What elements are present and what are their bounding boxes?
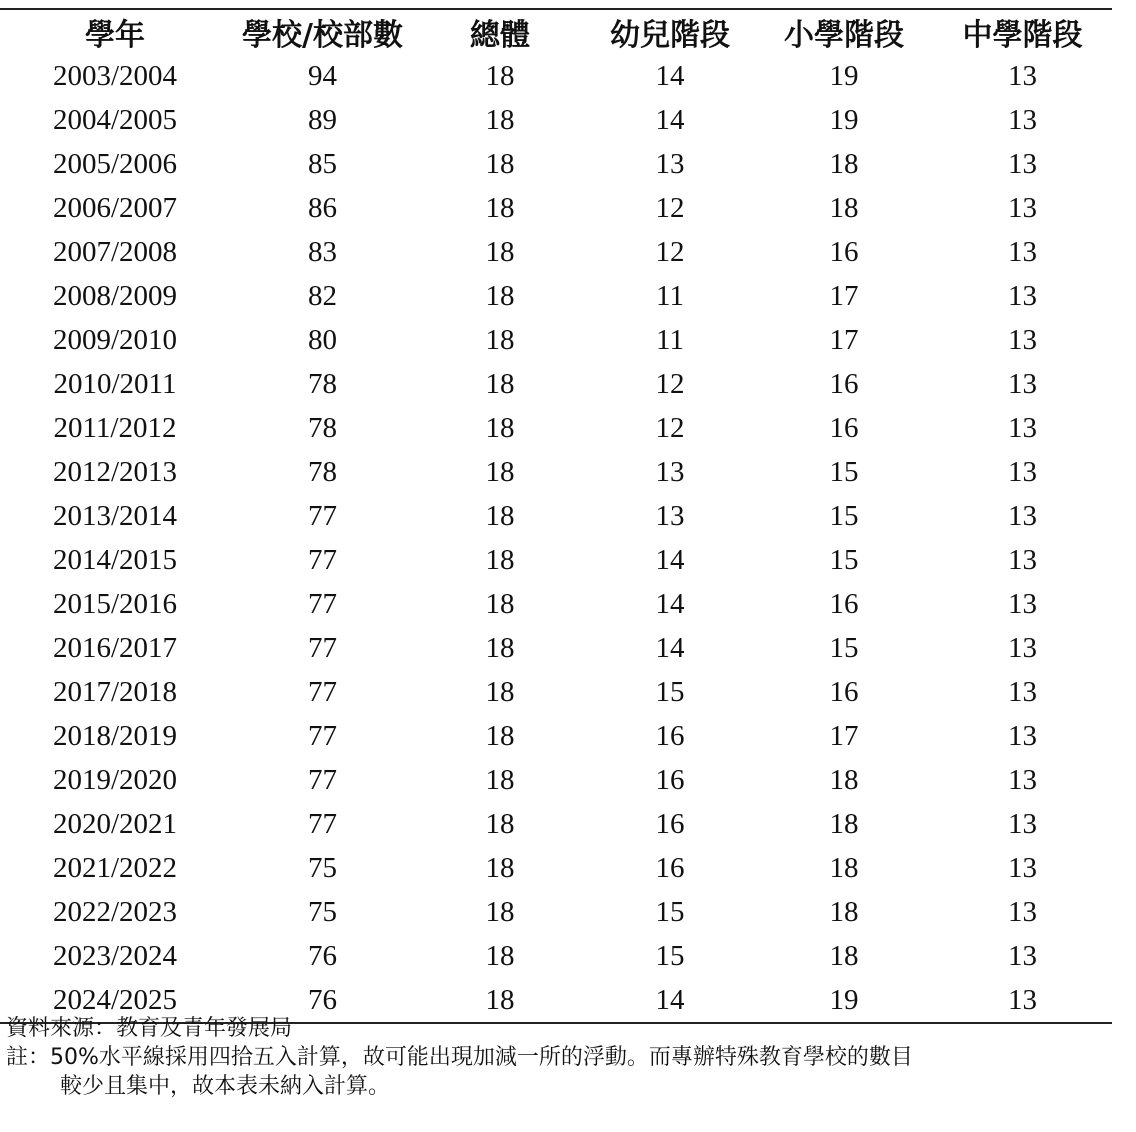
cell-overall: 18 xyxy=(485,455,515,488)
cell-kindergarten: 14 xyxy=(655,631,685,664)
cell-overall: 18 xyxy=(485,191,515,224)
cell-secondary: 13 xyxy=(1008,587,1037,620)
cell-school-year: 2022/2023 xyxy=(52,895,178,928)
cell-overall: 18 xyxy=(485,631,515,664)
cell-primary: 15 xyxy=(829,499,859,532)
cell-school-count: 86 xyxy=(308,191,337,224)
cell-school-count: 94 xyxy=(308,59,337,92)
cell-secondary: 13 xyxy=(1008,323,1037,356)
cell-overall: 18 xyxy=(485,367,515,400)
cell-kindergarten: 12 xyxy=(655,367,685,400)
cell-kindergarten: 13 xyxy=(655,499,685,532)
cell-school-count: 76 xyxy=(308,983,337,1016)
cell-overall: 18 xyxy=(485,411,515,444)
cell-school-count: 85 xyxy=(308,147,337,180)
cell-kindergarten: 12 xyxy=(655,411,685,444)
cell-secondary: 13 xyxy=(1008,807,1037,840)
table-row xyxy=(0,802,1112,846)
cell-primary: 18 xyxy=(829,191,859,224)
cell-kindergarten: 14 xyxy=(655,103,685,136)
table-row xyxy=(0,318,1112,362)
cell-primary: 19 xyxy=(829,103,859,136)
cell-overall: 18 xyxy=(485,59,515,92)
cell-school-year: 2024/2025 xyxy=(52,983,178,1016)
cell-secondary: 13 xyxy=(1008,895,1037,928)
cell-primary: 16 xyxy=(829,587,859,620)
cell-kindergarten: 14 xyxy=(655,59,685,92)
cell-secondary: 13 xyxy=(1008,147,1037,180)
cell-secondary: 13 xyxy=(1008,191,1037,224)
cell-kindergarten: 12 xyxy=(655,191,685,224)
cell-overall: 18 xyxy=(485,719,515,752)
cell-primary: 18 xyxy=(829,147,859,180)
cell-school-count: 77 xyxy=(308,631,337,664)
cell-primary: 18 xyxy=(829,851,859,884)
cell-kindergarten: 15 xyxy=(655,939,685,972)
cell-school-count: 78 xyxy=(308,411,337,444)
cell-overall: 18 xyxy=(485,323,515,356)
cell-kindergarten: 11 xyxy=(656,323,684,356)
table-row xyxy=(0,274,1112,318)
table-row xyxy=(0,758,1112,802)
cell-secondary: 13 xyxy=(1008,763,1037,796)
cell-kindergarten: 11 xyxy=(656,279,684,312)
cell-kindergarten: 14 xyxy=(655,983,685,1016)
school-statistics-table xyxy=(0,8,1112,1024)
cell-primary: 17 xyxy=(829,719,859,752)
cell-school-count: 78 xyxy=(308,455,337,488)
cell-school-year: 2019/2020 xyxy=(52,763,178,796)
cell-secondary: 13 xyxy=(1008,235,1037,268)
cell-kindergarten: 14 xyxy=(655,587,685,620)
cell-primary: 15 xyxy=(829,455,859,488)
data-table-container xyxy=(0,8,1112,1024)
table-row xyxy=(0,934,1112,978)
cell-school-year: 2005/2006 xyxy=(52,147,178,180)
cell-overall: 18 xyxy=(485,279,515,312)
cell-school-year: 2013/2014 xyxy=(52,499,178,532)
cell-secondary: 13 xyxy=(1008,939,1037,972)
table-header xyxy=(0,9,1112,54)
cell-school-year: 2009/2010 xyxy=(52,323,178,356)
cell-primary: 19 xyxy=(829,983,859,1016)
cell-secondary: 13 xyxy=(1008,499,1037,532)
cell-overall: 18 xyxy=(485,851,515,884)
header-school-year: 學年 xyxy=(85,18,145,53)
cell-overall: 18 xyxy=(485,235,515,268)
footnote-line-1: 註：50%水平線採用四拾五入計算，故可能出現加減一所的浮動。而專辦特殊教育學校的數目 xyxy=(6,1045,913,1070)
cell-kindergarten: 15 xyxy=(655,895,685,928)
cell-kindergarten: 14 xyxy=(655,543,685,576)
header-overall: 總體 xyxy=(470,18,530,53)
cell-secondary: 13 xyxy=(1008,411,1037,444)
cell-school-count: 75 xyxy=(308,895,337,928)
cell-school-year: 2016/2017 xyxy=(52,631,178,664)
cell-school-year: 2004/2005 xyxy=(52,103,178,136)
cell-school-count: 80 xyxy=(308,323,337,356)
table-row xyxy=(0,890,1112,934)
cell-primary: 17 xyxy=(829,279,859,312)
cell-secondary: 13 xyxy=(1008,543,1037,576)
header-primary: 小學階段 xyxy=(784,18,904,53)
cell-overall: 18 xyxy=(485,103,515,136)
cell-secondary: 13 xyxy=(1008,279,1037,312)
cell-school-count: 77 xyxy=(308,543,337,576)
table-row xyxy=(0,54,1112,98)
cell-overall: 18 xyxy=(485,763,515,796)
cell-kindergarten: 16 xyxy=(655,851,685,884)
table-row xyxy=(0,582,1112,626)
cell-secondary: 13 xyxy=(1008,367,1037,400)
cell-overall: 18 xyxy=(485,587,515,620)
cell-primary: 18 xyxy=(829,939,859,972)
header-school-count: 學校/校部數 xyxy=(242,18,403,53)
table-row xyxy=(0,538,1112,582)
cell-kindergarten: 16 xyxy=(655,763,685,796)
cell-school-year: 2007/2008 xyxy=(52,235,178,268)
table-row xyxy=(0,846,1112,890)
footnote-line-2: 較少且集中，故本表未納入計算。 xyxy=(60,1074,391,1099)
cell-secondary: 13 xyxy=(1008,983,1037,1016)
cell-secondary: 13 xyxy=(1008,103,1037,136)
cell-overall: 18 xyxy=(485,895,515,928)
cell-primary: 15 xyxy=(829,543,859,576)
table-row xyxy=(0,494,1112,538)
cell-school-year: 2015/2016 xyxy=(52,587,178,620)
cell-primary: 15 xyxy=(829,631,859,664)
cell-school-count: 77 xyxy=(308,763,337,796)
cell-kindergarten: 13 xyxy=(655,455,685,488)
cell-kindergarten: 16 xyxy=(655,719,685,752)
cell-primary: 16 xyxy=(829,367,859,400)
table-row xyxy=(0,670,1112,714)
cell-school-count: 77 xyxy=(308,499,337,532)
cell-overall: 18 xyxy=(485,675,515,708)
cell-school-year: 2018/2019 xyxy=(52,719,178,752)
cell-kindergarten: 12 xyxy=(655,235,685,268)
cell-school-year: 2021/2022 xyxy=(52,851,178,884)
table-row xyxy=(0,406,1112,450)
cell-primary: 18 xyxy=(829,807,859,840)
table-row xyxy=(0,626,1112,670)
cell-secondary: 13 xyxy=(1008,455,1037,488)
cell-overall: 18 xyxy=(485,543,515,576)
table-body xyxy=(0,54,1112,1023)
cell-school-count: 76 xyxy=(308,939,337,972)
cell-primary: 16 xyxy=(829,675,859,708)
cell-school-year: 2014/2015 xyxy=(52,543,178,576)
cell-secondary: 13 xyxy=(1008,631,1037,664)
cell-school-count: 82 xyxy=(308,279,337,312)
cell-overall: 18 xyxy=(485,807,515,840)
cell-school-year: 2012/2013 xyxy=(52,455,178,488)
cell-school-year: 2011/2012 xyxy=(53,411,177,444)
cell-primary: 17 xyxy=(829,323,859,356)
cell-school-count: 83 xyxy=(308,235,337,268)
cell-school-count: 89 xyxy=(308,103,337,136)
header-secondary: 中學階段 xyxy=(962,18,1083,53)
cell-school-year: 2008/2009 xyxy=(52,279,178,312)
table-row xyxy=(0,362,1112,406)
cell-overall: 18 xyxy=(485,939,515,972)
cell-school-year: 2010/2011 xyxy=(53,367,177,400)
cell-school-count: 77 xyxy=(308,719,337,752)
cell-school-count: 77 xyxy=(308,587,337,620)
cell-kindergarten: 13 xyxy=(655,147,685,180)
cell-primary: 19 xyxy=(829,59,859,92)
source-note: 資料來源：教育及青年發展局 xyxy=(6,1016,293,1041)
header-kindergarten: 幼兒階段 xyxy=(610,18,730,53)
cell-secondary: 13 xyxy=(1008,59,1037,92)
cell-secondary: 13 xyxy=(1008,719,1037,752)
cell-kindergarten: 16 xyxy=(655,807,685,840)
cell-overall: 18 xyxy=(485,499,515,532)
cell-kindergarten: 15 xyxy=(655,675,685,708)
cell-overall: 18 xyxy=(485,147,515,180)
cell-school-year: 2017/2018 xyxy=(52,675,178,708)
table-row xyxy=(0,142,1112,186)
header-row xyxy=(0,9,1112,54)
cell-primary: 16 xyxy=(829,235,859,268)
cell-school-year: 2020/2021 xyxy=(52,807,178,840)
table-row xyxy=(0,714,1112,758)
cell-school-year: 2023/2024 xyxy=(52,939,178,972)
table-row xyxy=(0,186,1112,230)
cell-secondary: 13 xyxy=(1008,851,1037,884)
cell-secondary: 13 xyxy=(1008,675,1037,708)
table-row xyxy=(0,230,1112,274)
table-row xyxy=(0,98,1112,142)
cell-school-count: 77 xyxy=(308,807,337,840)
table-row xyxy=(0,450,1112,494)
cell-school-year: 2003/2004 xyxy=(52,59,178,92)
cell-overall: 18 xyxy=(485,983,515,1016)
cell-school-count: 77 xyxy=(308,675,337,708)
cell-school-count: 78 xyxy=(308,367,337,400)
cell-school-year: 2006/2007 xyxy=(52,191,178,224)
cell-primary: 18 xyxy=(829,895,859,928)
table-notes xyxy=(6,1014,1106,1101)
cell-school-count: 75 xyxy=(308,851,337,884)
cell-primary: 18 xyxy=(829,763,859,796)
cell-primary: 16 xyxy=(829,411,859,444)
